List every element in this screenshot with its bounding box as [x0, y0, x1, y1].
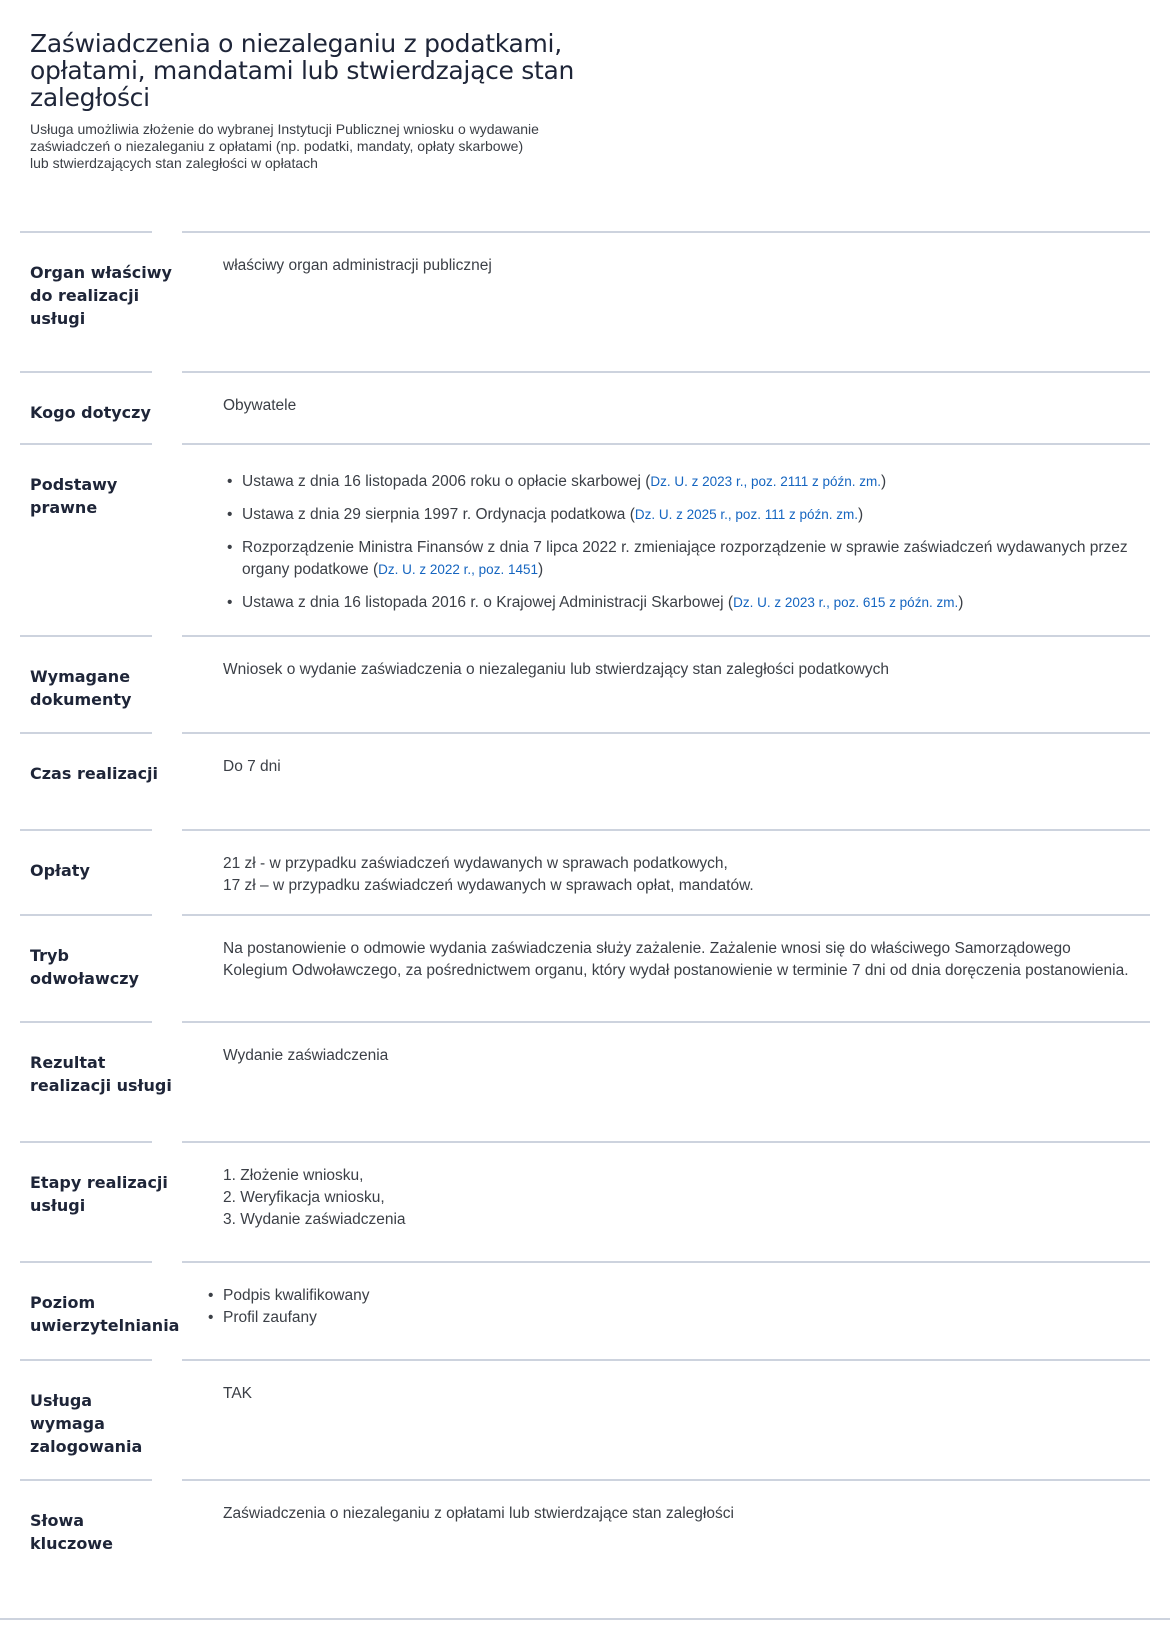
- row-rezultat: [20, 1021, 1150, 1141]
- row-value: [182, 445, 1150, 635]
- list-item: • Ustawa z dnia 29 sierpnia 1997 r. Ordynacja podatkowa (Dz. U. z 2025 r., poz. 111 z późn. zm.): [223, 504, 1130, 526]
- page-subtitle: Usługa umożliwia złożenie do wybranej Instytucji Publicznej wniosku o wydawanie zaświadczeń o niezaleganiu z opłatami (np. podatki, mandaty, opłaty skarbowe) lub stwierdzających stan zaległości w opłatach: [30, 121, 539, 171]
- row-wymaga-zalogowania: [20, 1359, 1150, 1479]
- page-title: Zaświadczenia o niezaleganiu z podatkami, opłatami, mandatami lub stwierdzające stan zaległości: [30, 29, 575, 112]
- row-value: [182, 1143, 1150, 1261]
- list-item: • Podpis kwalifikowany: [202, 1285, 1130, 1307]
- list-item: 1. Złożenie wniosku,: [223, 1167, 364, 1184]
- row-value: TAK: [223, 1385, 252, 1402]
- row-label: Poziom uwierzytelniania: [30, 1293, 180, 1335]
- list-item: • Profil zaufany: [202, 1307, 1130, 1329]
- row-value: Wniosek o wydanie zaświadczenia o niezaleganiu lub stwierdzający stan zaległości podatkowych: [223, 661, 890, 678]
- row-oplaty: [20, 829, 1150, 914]
- list-item: • Ustawa z dnia 16 listopada 2016 r. o Krajowej Administracji Skarbowej (Dz. U. z 2023 r., poz. 615 z późn. zm.): [223, 592, 1130, 614]
- row-value: [182, 831, 1150, 914]
- auth-methods-list: [202, 1285, 1130, 1329]
- row-label: Czas realizacji: [30, 764, 159, 783]
- row-czas-realizacji: [20, 732, 1150, 829]
- fee-line: 17 zł – w przypadku zaświadczeń wydawanych w sprawach opłat, mandatów.: [223, 877, 754, 894]
- row-wymagane-dokumenty: [20, 635, 1150, 732]
- row-label: Podstawy prawne: [30, 475, 118, 517]
- row-slowa-kluczowe: [20, 1479, 1150, 1599]
- fee-line: 21 zł - w przypadku zaświadczeń wydawanych w sprawach podatkowych,: [223, 855, 728, 872]
- row-value: Obywatele: [223, 397, 297, 414]
- row-etapy: [20, 1141, 1150, 1261]
- row-label: Opłaty: [30, 861, 90, 880]
- row-label: Organ właściwy do realizacji usługi: [30, 263, 172, 328]
- page-header: [30, 30, 590, 172]
- row-value: Na postanowienie o odmowie wydania zaświadczenia służy zażalenie. Zażalenie wnosi się do właściwego Samorządowego Kolegium Odwoławczego, za pośrednictwem organu, który wydał postanowienie w terminie 7 dni od dnia doręczenia postanowienia.: [223, 940, 1129, 979]
- row-label: Rezultat realizacji usługi: [30, 1053, 172, 1095]
- row-value: Do 7 dni: [223, 758, 281, 775]
- row-organ: [20, 231, 1150, 371]
- legal-basis-list: [223, 471, 1130, 614]
- legal-act-link[interactable]: Dz. U. z 2025 r., poz. 111 z późn. zm.: [634, 507, 858, 522]
- row-value: Wydanie zaświadczenia: [223, 1047, 389, 1064]
- row-label: Kogo dotyczy: [30, 403, 151, 422]
- row-label: Wymagane dokumenty: [30, 667, 132, 709]
- row-value: [182, 1263, 1150, 1359]
- row-kogo-dotyczy: [20, 371, 1150, 443]
- list-item: 2. Weryfikacja wniosku,: [223, 1189, 385, 1206]
- row-label: Etapy realizacji usługi: [30, 1173, 168, 1215]
- row-label: Słowa kluczowe: [30, 1511, 113, 1553]
- row-podstawy-prawne: [20, 443, 1150, 635]
- legal-act-link[interactable]: Dz. U. z 2023 r., poz. 615 z późn. zm.: [733, 595, 959, 610]
- row-value: właściwy organ administracji publicznej: [223, 257, 492, 274]
- legal-act-link[interactable]: Dz. U. z 2022 r., poz. 1451: [378, 562, 538, 577]
- row-label: Tryb odwoławczy: [30, 946, 139, 988]
- row-poziom-uwierzytelniania: [20, 1261, 1150, 1359]
- list-item: • Ustawa z dnia 16 listopada 2006 roku o opłacie skarbowej (Dz. U. z 2023 r., poz. 2111 z późn. zm.): [223, 471, 1130, 493]
- service-details: [20, 231, 1150, 1599]
- legal-act-link[interactable]: Dz. U. z 2023 r., poz. 2111 z późn. zm.: [650, 474, 882, 489]
- row-tryb-odwolawczy: [20, 914, 1150, 1021]
- list-item: • Rozporządzenie Ministra Finansów z dnia 7 lipca 2022 r. zmieniające rozporządzenie w sprawie zaświadczeń wydawanych przez organy podatkowe (Dz. U. z 2022 r., poz. 1451): [223, 537, 1130, 581]
- list-item: 3. Wydanie zaświadczenia: [223, 1211, 406, 1228]
- row-value: Zaświadczenia o niezaleganiu z opłatami lub stwierdzające stan zaległości: [223, 1505, 734, 1522]
- bottom-divider: [0, 1618, 1170, 1620]
- row-label: Usługa wymaga zalogowania: [30, 1391, 143, 1456]
- steps-list: [223, 1165, 1130, 1231]
